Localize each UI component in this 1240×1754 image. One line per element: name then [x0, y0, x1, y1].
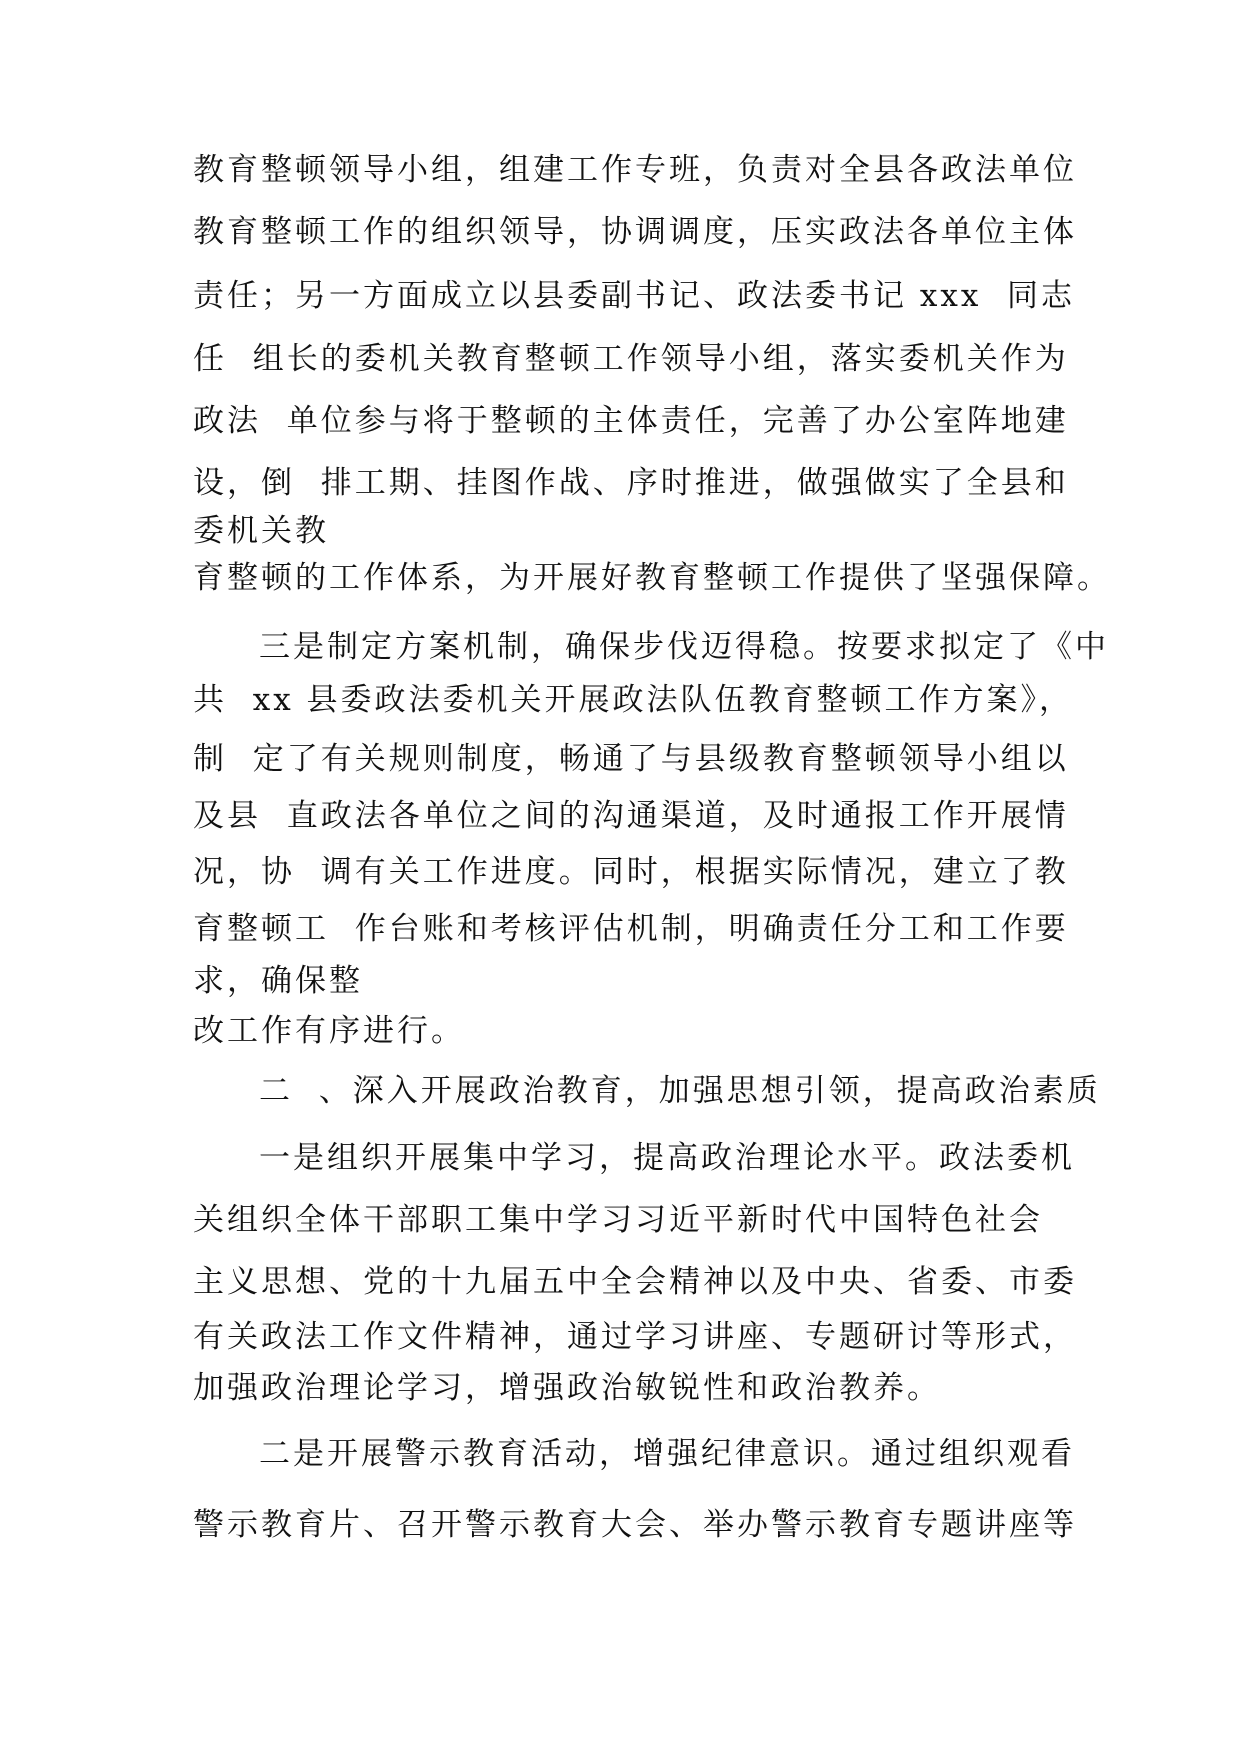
paragraph-first-line: 三是制定方案机制，确保步伐迈得稳。按要求拟定了《中 — [259, 629, 1109, 665]
text-line: 任 组长的委机关教育整顿工作领导小组，落实委机关作为 — [193, 341, 1069, 377]
text-line: 设，倒 排工期、挂图作战、序时推进，做强做实了全县和 — [193, 465, 1069, 501]
text-line: 加强政治理论学习，增强政治敏锐性和政治教养。 — [193, 1370, 941, 1406]
text-line: 共 xx 县委政法委机关开展政法队伍教育整顿工作方案》， — [193, 682, 1074, 718]
text-line: 育整顿的工作体系，为开展好教育整顿工作提供了坚强保障。 — [193, 560, 1111, 596]
paragraph-first-line: 二是开展警示教育活动，增强纪律意识。通过组织观看 — [259, 1436, 1075, 1472]
text-line: 警示教育片、召开警示教育大会、举办警示教育专题讲座等 — [193, 1507, 1077, 1543]
text-line: 关组织全体干部职工集中学习习近平新时代中国特色社会 — [193, 1202, 1043, 1238]
text-line: 教育整顿工作的组织领导，协调调度，压实政法各单位主体 — [193, 214, 1077, 250]
text-line: 改工作有序进行。 — [193, 1013, 465, 1049]
text-line: 委机关教 — [193, 513, 329, 549]
text-line: 政法 单位参与将于整顿的主体责任，完善了办公室阵地建 — [193, 403, 1069, 439]
paragraph-first-line: 一是组织开展集中学习，提高政治理论水平。政法委机 — [259, 1140, 1075, 1176]
text-line: 有关政法工作文件精神，通过学习讲座、专题研讨等形式， — [193, 1319, 1077, 1355]
text-line: 及县 直政法各单位之间的沟通渠道，及时通报工作开展情 — [193, 798, 1069, 834]
text-line: 教育整顿领导小组，组建工作专班，负责对全县各政法单位 — [193, 152, 1077, 188]
section-heading: 二 、深入开展政治教育，加强思想引领，提高政治素质 — [259, 1073, 1101, 1109]
text-line: 况，协 调有关工作进度。同时，根据实际情况，建立了教 — [193, 854, 1069, 890]
text-line: 求，确保整 — [193, 963, 363, 999]
text-line: 责任；另一方面成立以县委副书记、政法委书记 xxx 同志 — [193, 278, 1076, 314]
text-line: 育整顿工 作台账和考核评估机制，明确责任分工和工作要 — [193, 911, 1069, 947]
text-line: 制 定了有关规则制度，畅通了与县级教育整顿领导小组以 — [193, 741, 1069, 777]
text-line: 主义思想、党的十九届五中全会精神以及中央、省委、市委 — [193, 1264, 1077, 1300]
